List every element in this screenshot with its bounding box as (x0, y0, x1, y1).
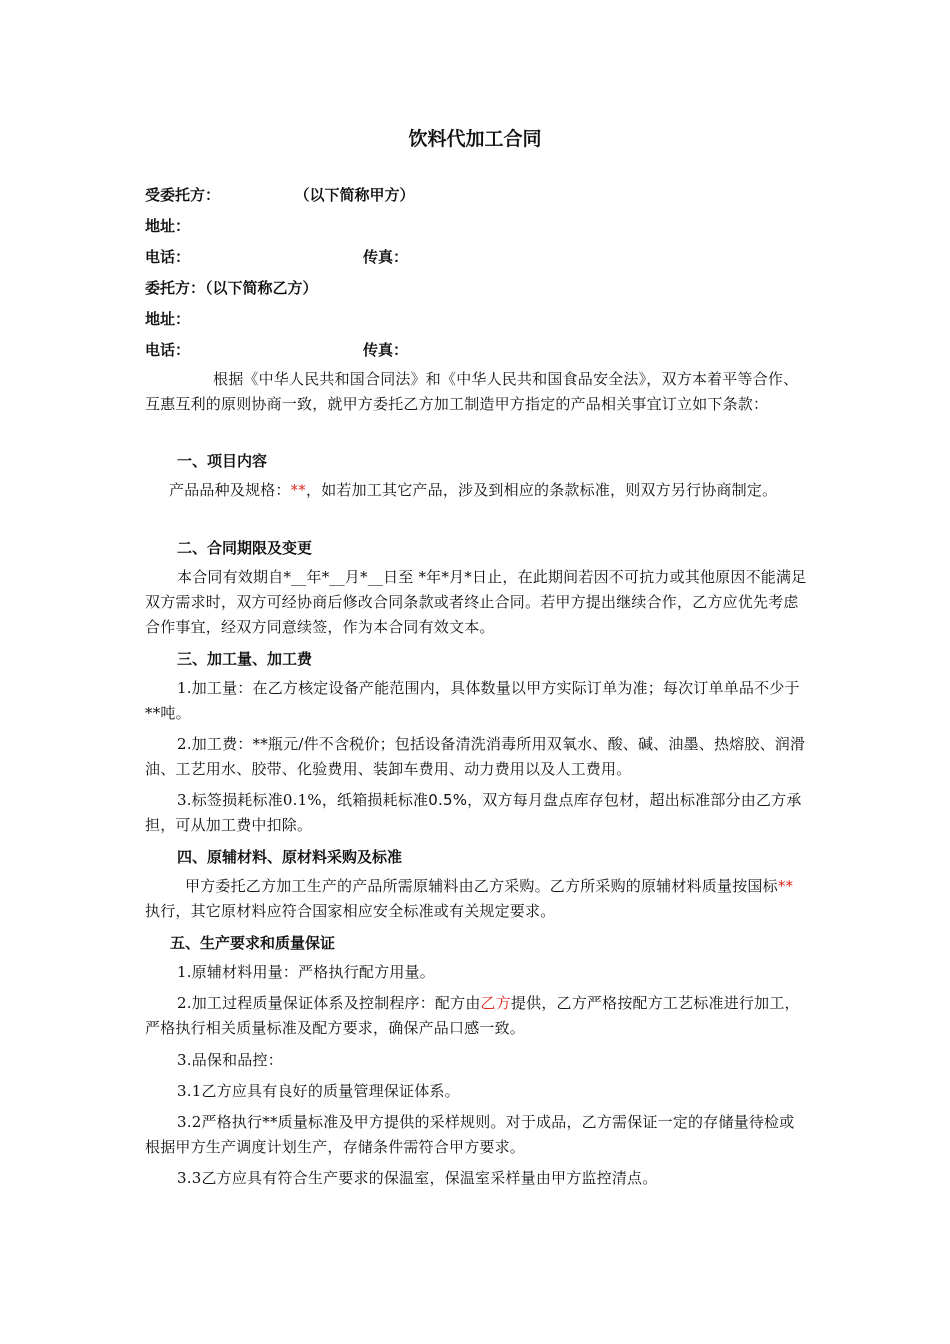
section-3-item-3 (145, 788, 807, 838)
loss-standard-text: 3.标签损耗标准0.1%，纸箱损耗标准 (177, 791, 429, 809)
contact-line-a (145, 246, 409, 267)
formula-provider: 乙方 (480, 994, 511, 1012)
section-5-title: 五、生产要求和质量保证 (170, 934, 336, 952)
party-b-label: 委托方：（以下简称乙方） (145, 279, 318, 297)
section-5-item-3-1: 3.1乙方应具有良好的质量管理保证体系。 (177, 1082, 460, 1100)
phone-label-b: 电话： (145, 341, 191, 359)
loss-standard-rest: ，双方每月盘点库存包材，超出标准部分由乙方承担，可从加工费中扣除。 (145, 791, 802, 834)
section-1-title: 一、项目内容 (177, 452, 268, 470)
materials-rest: 执行，其它原材料应符合国家相应安全标准或有关规定要求。 (145, 902, 556, 920)
process-rest: 提供，乙方严格按配方工艺标准进行加工，严格执行相关质量标准及配方要求，确保产品口感一致。 (145, 994, 800, 1037)
intro-paragraph: 根据《中华人民共和国合同法》和《中华人民共和国食品安全法》，双方本着平等合作、互惠互利的原则协商一致，就甲方委托乙方加工制造甲方指定的产品相关事宜订立如下条款： (145, 370, 799, 413)
section-3-item-2: 2.加工费：**瓶元/件不含税价；包括设备清洗消毒所用双氧水、酸、碱、油墨、热熔胶、润滑油、工艺用水、胶带、化验费用、装卸车费用、动力费用以及人工费用。 (145, 735, 806, 778)
section-5-item-1: 1.原辅材料用量：严格执行配方用量。 (177, 963, 435, 981)
section-2-paragraph: 本合同有效期自*__年*__月*__日至 *年*月*日止，在此期间若因不可抗力或其他原因不能满足双方需求时，双方可经协商后修改合同条款或者终止合同。若甲方提出继续合作，乙方应优先考虑合作事宜，经双方同意续签，作为本合同有效文本。 (145, 568, 807, 636)
phone-label-a: 电话： (145, 248, 191, 266)
process-text: 2.加工过程质量保证体系及控制程序：配方由 (177, 994, 481, 1012)
spec-placeholder: ** (290, 481, 307, 499)
fax-label-a: 传真： (363, 248, 409, 266)
address-label-b: 地址： (145, 310, 191, 328)
section-3-item-1: 1.加工量：在乙方核定设备产能范围内，具体数量以甲方实际订单为准；每次订单单品不少于**吨。 (145, 679, 800, 722)
section-2-title: 二、合同期限及变更 (177, 539, 313, 557)
section-1-paragraph (145, 478, 807, 503)
section-4-paragraph (145, 874, 807, 924)
spec-text: ，如若加工其它产品，涉及到相应的条款标准，则双方另行协商制定。 (306, 481, 778, 499)
party-a-label: 受委托方： (145, 186, 221, 204)
fax-label-b: 传真： (363, 341, 409, 359)
carton-loss-value: 0.5% (428, 791, 468, 809)
party-a-note: （以下简称甲方） (302, 186, 415, 204)
materials-text: 甲方委托乙方加工生产的产品所需原辅料由乙方采购。乙方所采购的原辅材料质量按国标 (185, 877, 778, 895)
section-5-item-3: 3.品保和品控： (177, 1051, 283, 1069)
address-label-a: 地址： (145, 217, 191, 235)
page-title: 饮料代加工合同 (408, 128, 542, 150)
section-4-title: 四、原辅材料、原材料采购及标准 (177, 848, 403, 866)
section-3-title: 三、加工量、加工费 (177, 650, 313, 668)
section-5-item-2 (145, 991, 807, 1041)
contact-line-b (145, 339, 409, 360)
section-5-item-3-2: 3.2严格执行**质量标准及甲方提供的采样规则。对于成品，乙方需保证一定的存储量待检或根据甲方生产调度计划生产，存储条件需符合甲方要求。 (145, 1113, 795, 1156)
party-a-line (145, 184, 415, 205)
section-5-item-3-3: 3.3乙方应具有符合生产要求的保温室，保温室采样量由甲方监控清点。 (177, 1169, 658, 1187)
spec-label: 产品品种及规格： (169, 481, 291, 499)
standard-placeholder: ** (777, 877, 794, 895)
